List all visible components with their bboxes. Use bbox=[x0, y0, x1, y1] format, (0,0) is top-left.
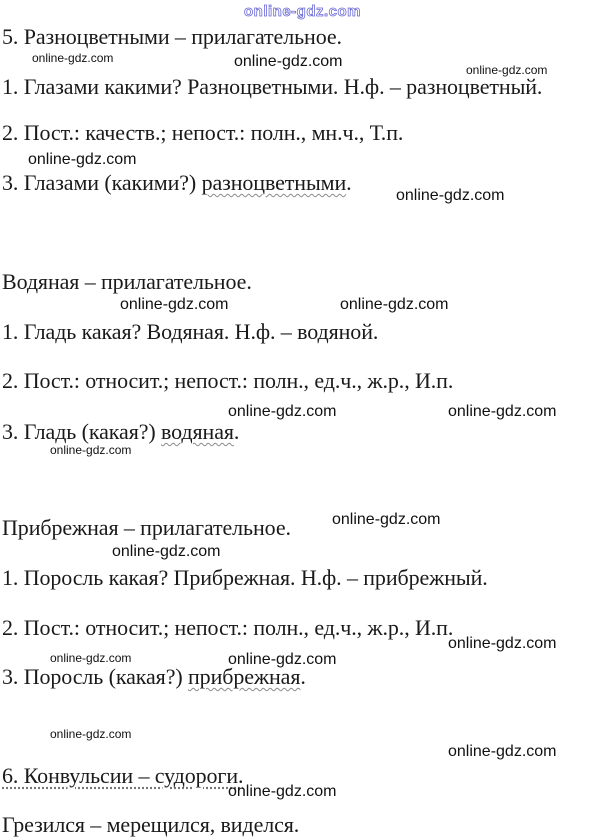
watermark: online-gdz.com bbox=[228, 403, 337, 420]
watermark: online-gdz.com bbox=[28, 151, 137, 168]
watermark: online-gdz.com bbox=[50, 651, 132, 665]
watermark: online-gdz.com bbox=[228, 783, 337, 800]
watermark: online-gdz.com bbox=[448, 635, 557, 652]
watermark: online-gdz.com bbox=[50, 727, 132, 741]
section-1-line-3-word: разноцветными bbox=[201, 170, 347, 195]
watermark: online-gdz.com bbox=[112, 543, 221, 560]
section-3-line-3-pre: 3. Поросль (какая?) bbox=[2, 664, 188, 689]
section-1-line-3 bbox=[2, 172, 352, 194]
watermark: online-gdz.com bbox=[332, 511, 441, 528]
watermark: online-gdz.com bbox=[340, 296, 449, 313]
watermark: online-gdz.com bbox=[234, 53, 343, 70]
section-1-title: 5. Разноцветными – прилагательное. bbox=[2, 24, 342, 49]
section-2-line-2: 2. Пост.: относит.; непост.: полн., ед.ч., ж.р., И.п. bbox=[2, 368, 454, 393]
section-2-line-3-pre: 3. Гладь (какая?) bbox=[2, 419, 162, 444]
section-3-line-2: 2. Пост.: относит.; непост.: полн., ед.ч., ж.р., И.п. bbox=[2, 615, 454, 640]
section-3-line-3-post: . bbox=[300, 664, 306, 689]
top-watermark: online-gdz.com bbox=[244, 3, 361, 20]
watermark: online-gdz.com bbox=[396, 187, 505, 204]
section-1-line-3-pre: 3. Глазами (какими?) bbox=[2, 170, 202, 195]
watermark: online-gdz.com bbox=[448, 403, 557, 420]
line-6: 6. Конвульсии – судороги. bbox=[2, 763, 244, 788]
section-1-line-3-post: . bbox=[346, 170, 352, 195]
watermark: online-gdz.com bbox=[466, 63, 548, 77]
section-2-line-3-word: водяная bbox=[161, 419, 234, 444]
watermark: online-gdz.com bbox=[448, 743, 557, 760]
line-7: Грезился – мерещился, виделся. bbox=[2, 812, 300, 837]
section-1-line-2: 2. Пост.: качеств.; непост.: полн., мн.ч., Т.п. bbox=[2, 120, 404, 145]
section-3-line-3 bbox=[2, 666, 306, 688]
watermark: online-gdz.com bbox=[32, 51, 114, 65]
section-2-line-3-post: . bbox=[233, 419, 240, 444]
section-2-line-3 bbox=[2, 421, 239, 443]
watermark: online-gdz.com bbox=[50, 443, 132, 457]
section-3-title: Прибрежная – прилагательное. bbox=[2, 515, 291, 540]
section-1-line-1: 1. Глазами какими? Разноцветными. Н.ф. – разноцветный. bbox=[2, 74, 543, 99]
section-3-line-3-word: прибрежная bbox=[188, 664, 301, 689]
section-3-line-1: 1. Поросль какая? Прибрежная. Н.ф. – прибрежный. bbox=[2, 565, 488, 590]
section-2-line-1: 1. Гладь какая? Водяная. Н.ф. – водяной. bbox=[2, 319, 379, 344]
section-2-title: Водяная – прилагательное. bbox=[2, 269, 252, 294]
watermark: online-gdz.com bbox=[120, 296, 229, 313]
watermark: online-gdz.com bbox=[228, 651, 337, 668]
